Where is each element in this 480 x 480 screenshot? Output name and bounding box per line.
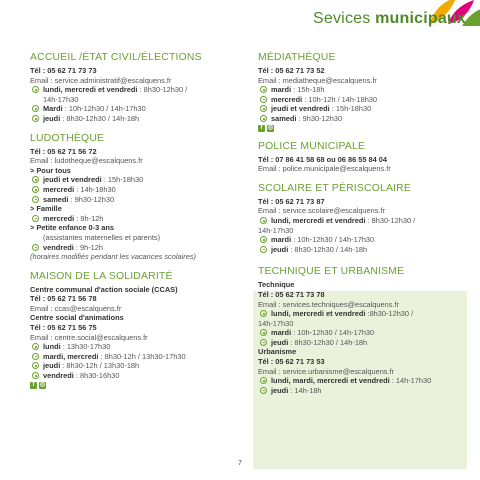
hours-days: jeudi [43,361,61,371]
ludotheque-title: LUDOTHÈQUE [30,132,105,144]
hours-times: : 8h30-12h30 / [365,215,416,225]
hours-days: mardi [271,85,292,95]
technique-sub2: Urbanisme [258,347,297,357]
hours-days: lundi [43,342,61,352]
hours-times: : 10h-12h30 / 14h-17h30 [291,235,375,245]
hours-times: : 8h30-12h / 13h30-17h30 [98,351,186,361]
solid-hours-2 [30,361,230,371]
clock-bullet-icon [260,86,267,93]
instagram-icon[interactable]: ◎ [39,381,46,388]
tech1-hours-3 [258,338,458,348]
hours-days: jeudi [271,337,289,347]
hours-days: lundi, mercredi et vendredi [271,215,366,225]
police-tel: Tél : 07 86 41 58 68 ou 06 86 55 84 04 [258,154,388,164]
hours-times: : 8h30-12h30 / 14h-18h [288,244,368,254]
hours-times: : 14h-18h30 [74,184,116,194]
clock-bullet-icon [32,244,39,251]
hours-times: : 14h-18h [288,385,322,395]
accueil-hours-0 [30,85,230,95]
accueil-title: ACCUEIL /ÉTAT CIVIL/ÉLECTIONS [30,52,202,63]
police-title: POLICE MUNICIPALE [258,140,366,152]
ludo-g3-hours-0 [30,243,230,253]
hours-days: lundi, mardi, mercredi et vendredi [271,376,390,386]
clock-bullet-icon [260,105,267,112]
centre-label: Centre social d'animations [30,313,124,323]
header-title-bold: municipaux [375,10,466,27]
technique-tel1: Tél : 05 62 71 73 78 [258,289,325,299]
ccas-email[interactable]: Email : ccas@escalquens.fr [30,303,122,313]
clock-bullet-icon [32,115,39,122]
hours-times: : 13h30-17h30 [60,342,111,352]
ludotheque-tel: Tél : 05 62 71 56 72 [30,146,97,156]
clock-bullet-icon [260,329,267,336]
hours-days: vendredi [43,371,74,381]
clock-bullet-icon [32,215,39,222]
hours-days: mercredi [43,184,75,194]
hours-times: : 10h-12h30 / 14h-17h30 [291,328,375,338]
clock-bullet-icon [260,96,267,103]
centre-tel: Tél : 05 62 71 56 75 [30,323,97,333]
ccas-tel: Tél : 05 62 71 56 78 [30,294,97,304]
page-number: 7 [237,458,243,467]
ludotheque-group1: > Pour tous [30,165,71,175]
tech1-hours-0 [258,309,458,319]
accueil-hours-2 [30,104,230,114]
hours-days: lundi, mercredi et vendredi [271,309,366,319]
clock-bullet-icon [32,86,39,93]
header-title-light: Sevices [313,10,376,27]
scol-hours-3 [258,245,458,255]
hours-times: :8h30-12h30 / [365,309,414,319]
clock-bullet-icon [260,246,267,253]
hours-days: mercredi [43,213,75,223]
mediatheque-email[interactable]: Email : mediatheque@escalquens.fr [258,75,377,85]
facebook-icon[interactable]: f [258,125,265,132]
media-hours-0 [258,85,458,95]
ludotheque-group2: > Famille [30,204,62,214]
hours-times: : 10h-12h30 / 14h-17h30 [62,104,146,114]
ludotheque-email[interactable]: Email : ludotheque@escalquens.fr [30,156,143,166]
ludo-g2-hours-0 [30,214,230,224]
mediatheque-tel: Tél : 05 62 71 73 52 [258,66,325,75]
tech2-hours-0 [258,376,458,386]
clock-bullet-icon [260,387,267,394]
accueil-hours-3 [30,114,230,124]
scol-hours-2 [258,235,458,245]
accueil-tel: Tél : 05 62 71 73 73 [30,66,97,75]
scol-hours-0 [258,216,458,226]
clock-bullet-icon [260,339,267,346]
solidarite-title: MAISON DE LA SOLIDARITÉ [30,270,173,282]
hours-times: : 8h30-12h30 / 14h-18h [288,337,368,347]
clock-bullet-icon [260,115,267,122]
clock-bullet-icon [32,343,39,350]
solid-hours-1 [30,352,230,362]
solid-hours-0 [30,342,230,352]
hours-days: jeudi et vendredi [271,104,330,114]
ludotheque-group3-note: (assistantes maternelles et parents) [43,232,161,242]
hours-days: samedi [271,113,297,123]
clock-bullet-icon [32,176,39,183]
tech2-hours-1 [258,386,458,396]
hours-times: : 8h30-12h30 / [137,85,188,95]
clock-bullet-icon [260,217,267,224]
hours-times: : 9h-12h [74,213,104,223]
accueil-email[interactable]: Email : service.administratif@escalquens.fr [30,75,172,85]
technique-email1[interactable]: Email : services.techniques@escalquens.fr [258,299,400,309]
technique-email2[interactable]: Email : service.urbanisme@escalquens.fr [258,366,395,376]
hours-times: : 15h-18h30 [101,175,144,185]
hours-times: : 14h-17h30 [389,376,432,386]
hours-days: samedi [43,194,69,204]
ccas-label: Centre communal d'action sociale (CCAS) [30,284,178,294]
hours-days: vendredi [43,242,74,252]
scolaire-email[interactable]: Email : service.scolaire@escalquens.fr [258,206,386,216]
clock-bullet-icon [260,310,267,317]
police-email[interactable]: Email : police.municipale@escalquens.fr [258,164,391,174]
clock-bullet-icon [32,105,39,112]
technique-tel2: Tél : 05 62 71 73 53 [258,357,325,367]
clock-bullet-icon [260,236,267,243]
mediatheque-social-icons [258,125,458,132]
centre-email[interactable]: Email : centre.social@escalquens.fr [30,332,148,342]
technique-title: TECHNIQUE ET URBANISME [258,266,405,278]
ludo-g1-hours-2 [30,195,230,205]
media-hours-2 [258,104,458,114]
accueil-hours-1: 14h-17h30 [43,94,79,104]
hours-days: lundi, mercredi et vendredi [43,85,138,95]
hours-times: : 15h-18h [291,85,325,95]
hours-times: : 15h-18h30 [329,104,372,114]
hours-days: jeudi [43,113,61,123]
hours-times: : 10h-12h / 14h-18h30 [302,94,378,104]
scolaire-tel: Tél : 05 62 71 73 87 [258,196,325,206]
clock-bullet-icon [32,372,39,379]
hours-times: : 8h30-12h / 13h30-18h [60,361,140,371]
hours-days: Mardi [43,104,63,114]
technique-sub1: Technique [258,280,295,290]
hours-times: : 9h-12h [73,242,103,252]
clock-bullet-icon [32,362,39,369]
hours-times: : 8h30-16h30 [73,371,120,381]
tech1-hours-2 [258,328,458,338]
ludo-g1-hours-1 [30,185,230,195]
ludo-g1-hours-0 [30,175,230,185]
clock-bullet-icon [32,186,39,193]
clock-bullet-icon [32,353,39,360]
hours-times: : 9h30-12h30 [296,113,343,123]
clock-bullet-icon [32,196,39,203]
hours-times: : 8h30-12h30 / 14h-18h [60,113,140,123]
hours-days: mercredi [271,94,303,104]
right-column [258,52,458,395]
hours-days: mardi, mercredi [43,351,99,361]
hours-days: jeudi et vendredi [43,175,102,185]
instagram-icon[interactable]: ◎ [267,124,274,131]
hours-days: mardi [271,235,292,245]
ludotheque-group3: > Petite enfance 0-3 ans [30,223,115,233]
solidarite-social-icons [30,382,230,389]
scolaire-title: SCOLAIRE ET PÉRISCOLAIRE [258,182,412,194]
hours-days: mardi [271,328,292,338]
mediatheque-title: MÉDIATHÈQUE [258,52,336,63]
ludotheque-note: (horaires modifiés pendant les vacances scolaires) [30,252,196,262]
hours-days: jeudi [271,244,289,254]
media-hours-3 [258,114,458,124]
media-hours-1 [258,95,458,105]
solid-hours-3 [30,371,230,381]
hours-times: : 9h30-12h30 [68,194,115,204]
scol-hours-1: 14h-17h30 [258,225,294,235]
page-header-title [313,10,466,28]
facebook-icon[interactable]: f [30,382,37,389]
left-column [30,52,230,389]
hours-days: jeudi [271,385,289,395]
tech1-hours-1: 14h-17h30 [258,318,294,328]
clock-bullet-icon [260,377,267,384]
